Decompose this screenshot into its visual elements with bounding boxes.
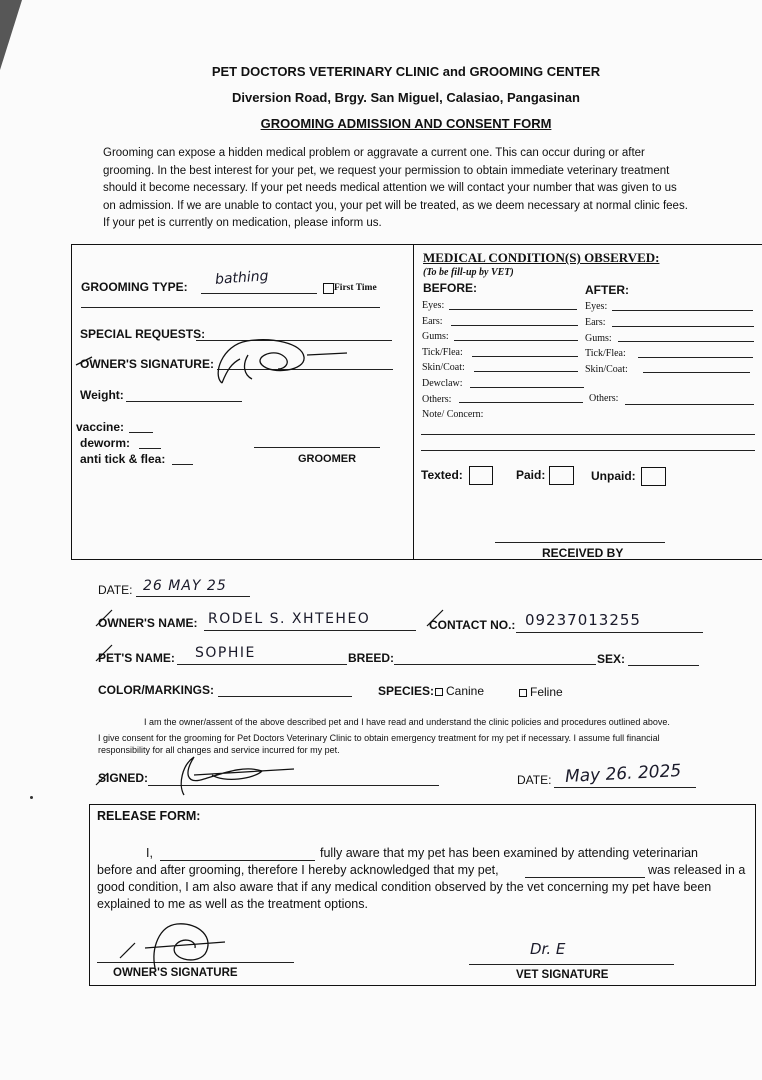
release-line2-b: was released in a xyxy=(648,863,746,877)
consent-signature-scribble xyxy=(94,745,304,797)
grooming-type-line xyxy=(201,293,317,294)
contact-checkmark xyxy=(425,606,445,630)
before-gums-line[interactable] xyxy=(454,340,578,341)
contact-line[interactable] xyxy=(516,632,703,633)
feline-checkbox[interactable] xyxy=(519,689,527,697)
groomer-label: GROOMER xyxy=(298,453,357,465)
vaccine-line[interactable] xyxy=(129,432,153,433)
before-item: Others: xyxy=(422,393,452,405)
before-dewclaw-line[interactable] xyxy=(470,387,584,388)
first-time-label: First Time xyxy=(334,283,377,293)
intro-line: should it become necessary. If your pet needs medical attention we will contact your number that was given to us xyxy=(103,182,677,194)
breed-line[interactable] xyxy=(394,664,596,665)
owner-signature-scribble xyxy=(72,335,362,390)
date-line[interactable] xyxy=(136,596,250,597)
after-item: Tick/Flea: xyxy=(585,348,626,360)
vaccine-label: vaccine: xyxy=(76,420,125,434)
owner-name-value[interactable]: RODEL S. XHTEHEO xyxy=(208,611,371,627)
feline-label: Feline xyxy=(530,685,563,699)
paid-checkbox[interactable] xyxy=(549,466,574,485)
sex-label: SEX: xyxy=(597,652,626,666)
before-item: Gums: xyxy=(422,331,449,343)
vet-initials: Dr. E xyxy=(530,940,566,958)
special-requests-label: SPECIAL REQUESTS: xyxy=(80,327,206,341)
consent-date-line[interactable] xyxy=(554,787,696,788)
color-markings-label: COLOR/MARKINGS: xyxy=(98,683,214,697)
clinic-address: Diversion Road, Brgy. San Miguel, Calasiao, Pangasinan xyxy=(232,90,580,105)
after-ears-line[interactable] xyxy=(612,326,754,327)
consent-line-2: I give consent for the grooming for Pet Doctors Veterinary Clinic to obtain emergency treatment for my pet if necessary. I assume full financial xyxy=(98,733,660,743)
pet-name-line[interactable] xyxy=(177,664,347,665)
color-markings-line[interactable] xyxy=(218,696,352,697)
vet-signature-line[interactable] xyxy=(469,964,674,965)
weight-label: Weight: xyxy=(80,388,124,402)
top-box-top-border xyxy=(71,244,762,245)
pet-name-value[interactable]: SOPHIE xyxy=(195,645,256,661)
consent-date-value[interactable]: May 26. 2025 xyxy=(564,760,682,788)
owner-name-checkmark xyxy=(94,606,114,630)
clinic-name: PET DOCTORS VETERINARY CLINIC and GROOMING CENTER xyxy=(211,64,601,79)
antitick-label: anti tick & flea: xyxy=(80,452,166,466)
before-eyes-line[interactable] xyxy=(449,309,577,310)
unpaid-label: Unpaid: xyxy=(591,469,636,483)
medical-title: MEDICAL CONDITION(S) OBSERVED: xyxy=(423,250,660,265)
grooming-type-extra-line xyxy=(81,307,380,308)
before-item: Note/ Concern: xyxy=(422,409,484,421)
intro-line: If your pet is currently on medication, please inform us. xyxy=(103,217,382,229)
before-item: Skin/Coat: xyxy=(422,362,465,374)
texted-label: Texted: xyxy=(421,468,463,482)
canine-checkbox[interactable] xyxy=(435,688,443,696)
paid-label: Paid: xyxy=(516,468,546,482)
vet-signature-label: VET SIGNATURE xyxy=(516,969,609,981)
after-label: AFTER: xyxy=(585,283,629,297)
note-line-1[interactable] xyxy=(421,434,755,435)
release-pet-line[interactable] xyxy=(525,877,645,878)
before-skincoat-line[interactable] xyxy=(474,371,578,372)
after-others-label: Others: xyxy=(589,393,619,404)
release-name-line[interactable] xyxy=(160,860,315,861)
signed-label: SIGNED: xyxy=(98,771,149,785)
before-ears-line[interactable] xyxy=(451,325,578,326)
consent-date-label: DATE: xyxy=(517,773,552,787)
before-list xyxy=(422,298,483,423)
top-box-divider xyxy=(413,244,414,560)
intro-line: Grooming can expose a hidden medical problem or aggravate a current one. This can occur during or after xyxy=(103,147,645,159)
date-label: DATE: xyxy=(98,583,133,597)
after-item: Gums: xyxy=(585,332,612,344)
release-line1-b: fully aware that my pet has been examined by attending veterinarian xyxy=(320,846,699,860)
weight-line[interactable] xyxy=(126,401,242,402)
grooming-type-label: GROOMING TYPE: xyxy=(81,280,188,294)
before-item: Eyes: xyxy=(422,300,445,311)
antitick-line[interactable] xyxy=(172,464,193,465)
before-item: Ears: xyxy=(422,315,443,327)
before-label: BEFORE: xyxy=(423,281,477,295)
received-by-line[interactable] xyxy=(495,542,665,543)
contact-label: CONTACT NO.: xyxy=(429,618,516,632)
release-line2-a: before and after grooming, therefore I hereby acknowledged that my pet, xyxy=(97,863,499,877)
groomer-line[interactable] xyxy=(254,447,380,448)
canine-label: Canine xyxy=(446,684,485,698)
after-gums-line[interactable] xyxy=(618,341,754,342)
breed-label: BREED: xyxy=(348,651,395,665)
after-others-line[interactable] xyxy=(625,404,754,405)
release-title: RELEASE FORM: xyxy=(97,809,201,823)
deworm-line[interactable] xyxy=(139,448,161,449)
after-tickflea-line[interactable] xyxy=(638,357,753,358)
medical-subtitle: (To be fill-up by VET) xyxy=(423,267,514,278)
owner-name-line[interactable] xyxy=(204,630,416,631)
intro-line: grooming. In the best interest for your pet, we request your permission to obtain immediate veterinary treatment xyxy=(103,164,670,177)
after-item: Skin/Coat: xyxy=(585,364,628,376)
owner-signature-label: OWNER'S SIGNATURE: xyxy=(80,357,214,371)
release-line3: good condition, I am also aware that if any medical condition observed by the vet concerning my pet have been xyxy=(97,880,712,894)
texted-checkbox[interactable] xyxy=(469,466,493,485)
grooming-type-value[interactable]: bathing xyxy=(214,268,269,288)
before-tickflea-line[interactable] xyxy=(472,356,578,357)
after-skincoat-line[interactable] xyxy=(643,372,750,373)
consent-line-1: I am the owner/assent of the above described pet and I have read and understand the clinic policies and procedures outlined above. xyxy=(144,717,670,727)
release-owner-signature-label: OWNER'S SIGNATURE xyxy=(113,967,238,979)
deworm-label: deworm: xyxy=(80,436,131,450)
scan-dot xyxy=(30,796,33,799)
release-owner-signature-scribble xyxy=(115,918,235,973)
intro-paragraph xyxy=(103,145,710,233)
before-others-line[interactable] xyxy=(459,402,583,403)
before-item: Tick/Flea: xyxy=(422,346,463,358)
intro-line: on admission. If we are unable to contact you, your pet will be treated, as we deem necessary at normal clinic fees. xyxy=(103,199,688,212)
top-box-left-border xyxy=(71,244,72,560)
owner-name-label: OWNER'S NAME: xyxy=(98,616,198,630)
unpaid-checkbox[interactable] xyxy=(641,467,666,486)
release-line1-a: I, xyxy=(146,846,153,860)
consent-line-3: responsibility for all changes and service incurred for my pet. xyxy=(98,745,340,755)
before-item: Dewclaw: xyxy=(422,377,463,389)
species-label: SPECIES: xyxy=(378,684,435,698)
form-title: GROOMING ADMISSION AND CONSENT FORM xyxy=(260,116,552,131)
sex-line[interactable] xyxy=(628,665,699,666)
pet-name-checkmark xyxy=(94,641,114,665)
after-item: Eyes: xyxy=(585,301,608,312)
after-eyes-line[interactable] xyxy=(612,310,753,311)
contact-value[interactable]: 09237013255 xyxy=(525,611,641,629)
release-line4: explained to me as well as the treatment options. xyxy=(97,897,368,911)
top-box-bottom-border xyxy=(71,559,762,560)
folded-corner xyxy=(0,0,22,70)
first-time-checkbox[interactable] xyxy=(323,283,334,294)
note-line-2[interactable] xyxy=(421,450,755,451)
date-value[interactable]: 26 MAY 25 xyxy=(143,578,227,594)
pet-name-label: PET'S NAME: xyxy=(98,651,175,665)
received-by-label: RECEIVED BY xyxy=(542,546,624,560)
after-item: Ears: xyxy=(585,316,606,328)
